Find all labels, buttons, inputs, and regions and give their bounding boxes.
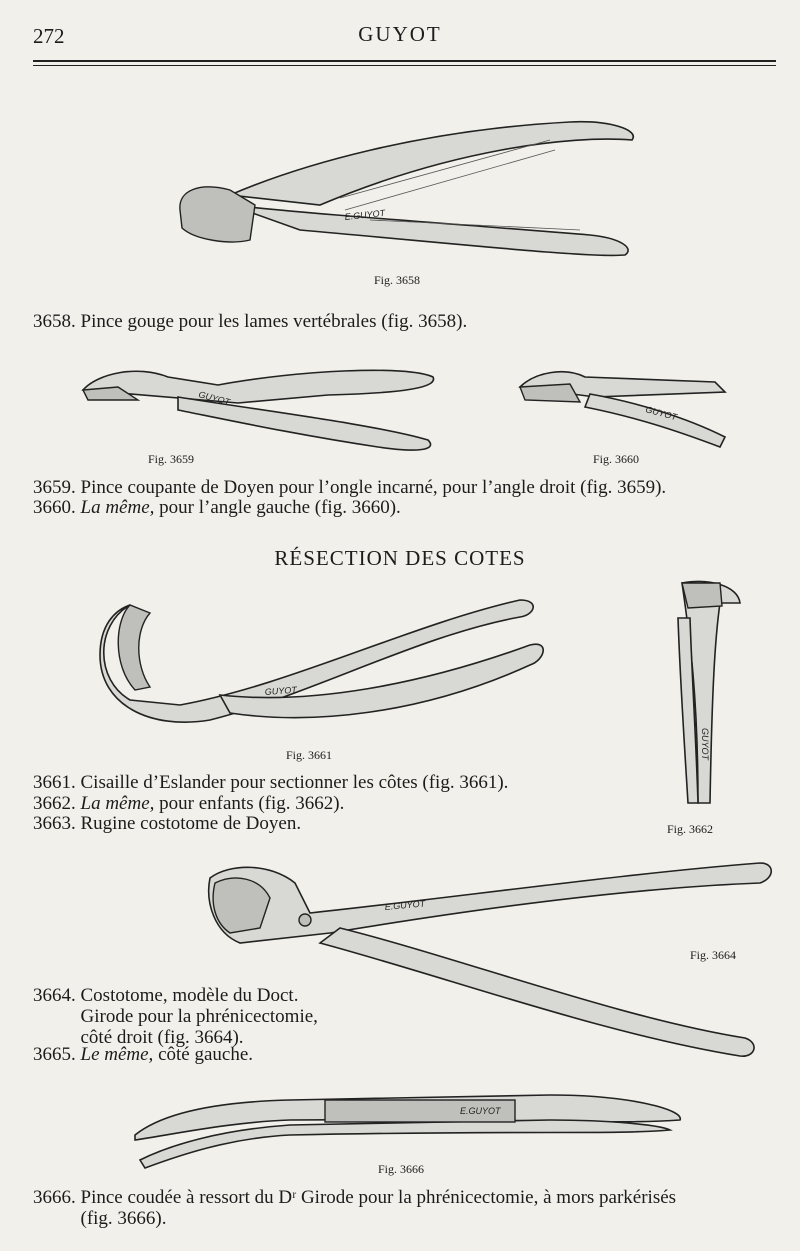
figure-caption-3664: Fig. 3664 (690, 948, 737, 962)
illustration-3661 (90, 595, 550, 745)
section-title: RÉSECTION DES COTES (274, 546, 526, 570)
entry-3663 (33, 813, 301, 834)
entry-3659 (33, 477, 666, 498)
entry-line: Pince coudée à ressort du Dʳ Girode pour la phrénicectomie, à mors parkérisés (80, 1187, 677, 1208)
entry-3661 (33, 772, 508, 793)
entry-text: côté gauche. (153, 1044, 254, 1065)
entry-3665 (33, 1044, 253, 1065)
entry-italic-text: La même, (80, 793, 155, 814)
entry-number: 3659. (33, 477, 76, 498)
entry-number: 3666. (33, 1187, 76, 1208)
figure-caption-3661: Fig. 3661 (286, 748, 333, 762)
entry-line: côté droit (fig. 3664). (80, 1027, 244, 1048)
engraving-mark-3666: E.GUYOT (460, 1106, 501, 1116)
entry-line: Girode pour la phrénicectomie, (80, 1006, 318, 1027)
engraving-mark-3659: GUYOT (197, 389, 231, 408)
entry-number: 3661. (33, 772, 76, 793)
figure-caption-3658: Fig. 3658 (374, 273, 421, 287)
engraving-mark-3660: GUYOT (644, 404, 678, 423)
entry-text-block (81, 985, 318, 1048)
entry-number: 3665. (33, 1044, 76, 1065)
figure-caption-3666: Fig. 3666 (378, 1162, 425, 1176)
engraving-mark-3662: GUYOT (700, 728, 710, 761)
page-title: GUYOT (358, 22, 442, 46)
entry-3658 (33, 311, 467, 332)
entry-number: 3663. (33, 813, 76, 834)
illustration-3660 (515, 362, 730, 447)
illustration-3666 (130, 1090, 690, 1170)
engraving-mark-3658: E.GUYOT (344, 207, 386, 222)
entry-3662 (33, 793, 344, 814)
entry-number: 3664. (33, 985, 76, 1006)
entry-text: Pince gouge pour les lames vertébrales (fig. 3658). (80, 311, 468, 332)
header-rule (33, 60, 776, 62)
entry-3664 (33, 985, 318, 1048)
entry-text: Pince coupante de Doyen pour l’ongle incarné, pour l’angle droit (fig. 3659). (80, 477, 667, 498)
figure-caption-3662: Fig. 3662 (667, 822, 714, 836)
entry-italic-text: Le même, (80, 1044, 154, 1065)
entry-italic-text: La même, (80, 497, 155, 518)
entry-number: 3658. (33, 311, 76, 332)
entry-line: (fig. 3666). (80, 1208, 167, 1229)
entry-text: pour l’angle gauche (fig. 3660). (154, 497, 401, 518)
illustration-3659 (78, 355, 448, 455)
entry-text: Rugine costotome de Doyen. (80, 813, 302, 834)
engraving-mark-3664: E.GUYOT (384, 898, 426, 912)
entry-text-block (81, 1187, 677, 1229)
entry-number: 3662. (33, 793, 76, 814)
entry-3660 (33, 497, 401, 518)
entry-number: 3660. (33, 497, 76, 518)
entry-3666 (33, 1187, 676, 1229)
entry-text: pour enfants (fig. 3662). (154, 793, 345, 814)
engraving-mark-3661: GUYOT (264, 684, 298, 697)
header-rule-thin (33, 65, 776, 66)
figure-caption-3659: Fig. 3659 (148, 452, 195, 466)
figure-caption-3660: Fig. 3660 (593, 452, 640, 466)
page-number: 272 (33, 24, 65, 48)
entry-text: Cisaille d’Eslander pour sectionner les côtes (fig. 3661). (80, 772, 509, 793)
illustration-3662 (660, 578, 745, 808)
entry-line: Costotome, modèle du Doct. (80, 985, 299, 1006)
illustration-3658 (170, 110, 640, 260)
